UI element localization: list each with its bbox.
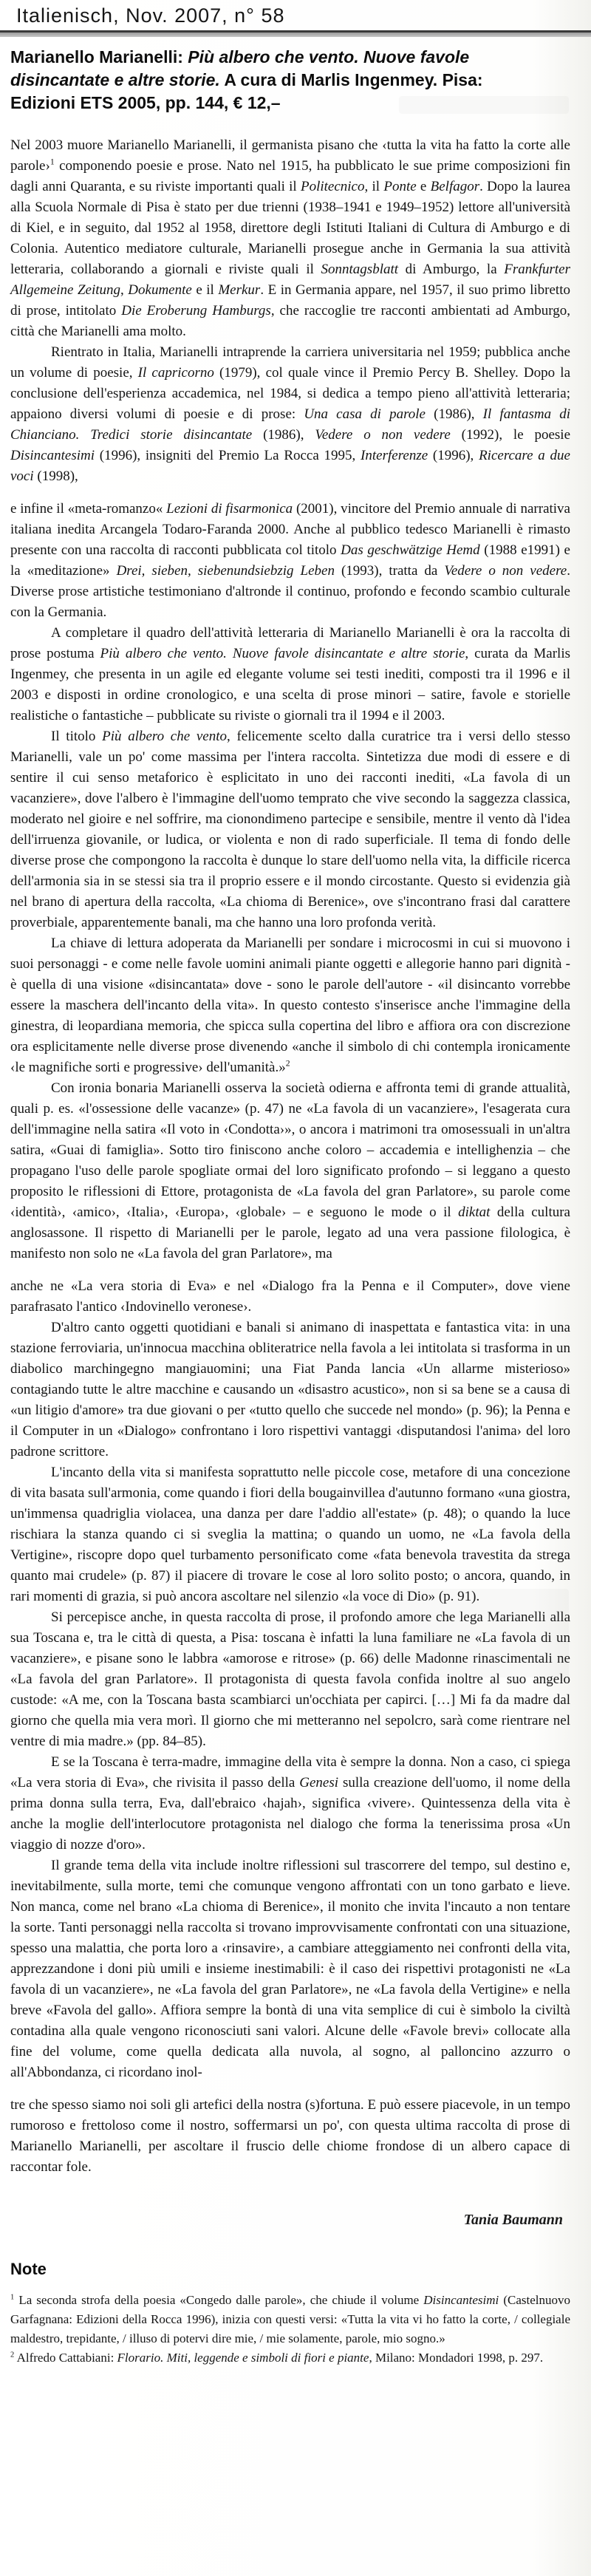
journal-header: Italienisch, Nov. 2007, n° 58 [16, 4, 285, 27]
paragraph: E se la Toscana è terra-madre, immagine della vita è sempre la donna. Non a caso, ci spiega «La vera storia di Eva», che rivisita il passo della Genesi sulla creazione dell'uomo, il nome della prima donna sulla terra, Eva, dall'ebraico ‹hajah›, significa ‹vivere›. Quintessenza della vita è anche la moglie dell'interlocutore protagonista nel dialogo che forma la tenerissima prosa «Un viaggio di nozze d'oro». [10, 1754, 570, 1853]
text-block [10, 2095, 570, 2178]
paragraph: Il grande tema della vita include inoltre riflessioni sul trascorrere del tempo, sul destino e, inevitabilmente, sulla morte, temi che comunque vengono affrontati con un tono garbato e lieve. Non manca, come nel brano «La chioma di Berenice», il monito che invita l'incauto a non tentare la sorte. Tanti personaggi nella raccolta si trovano improvvisamente confrontati con una situazione, spesso una malattia, che porta loro a ‹rinsavire›, a cambiare atteggiamento nei confronti della vita, apprezzandone i doni più umili e insieme inestimabili: è il caso dei rispettivi protagonisti ne «La favola di un vacanziere», ne «La favola del gran Parlatore», ne «La favola della Vertigine» e nella breve «Favola del gallo». Affiora sempre la bontà di una vita semplice di cui è simbolo la civiltà contadina alla quale vengono riconosciuti sani valori. Alcune delle «Favole brevi» collocate alla fine del volume, come quella dedicata alla nuvola, al sogno, al palloncino azzurro o all'Abbondanza, ci ricordano inol- [10, 1858, 570, 2080]
paragraph: Con ironia bonaria Marianelli osserva la società odierna e affronta temi di grande attualità, quali p. es. «l'ossessione delle vacanze» (p. 47) ne «La favola di un vacanziere», l'esagerata cura dell'immagine nella satira «Il voto in ‹Condotta›», o ancora i matrimoni tra omosessuali in un'altra satira, «Guai di famiglia». Sotto tiro finiscono anche coloro – accademia e intellighenzia – che propagano l'uso delle parole spogliate ormai del loro significato profondo – si leggano a questo proposito le riflessioni di Ettore, protagonista de «La favola del gran Parlatore», su parole come ‹identità›, ‹amico›, ‹Italia›, ‹Europa›, ‹globale› – e seguono le mode o il diktat della cultura anglosassone. Il rispetto di Marianelli per le parole, legato ad una vera passione filologica, è manifesto non solo ne «La favola del gran Parlatore», ma [10, 1080, 570, 1261]
paragraph: La chiave di lettura adoperata da Marianelli per sondare i microcosmi in cui si muovono i suoi personaggi - e come nelle favole uomini animali piante oggetti e allegorie hanno pari dignità - è quella di una visione «disincantata» dove - sono le parole dell'autore - «il disincanto vorrebbe essere la maschera dell'incanto della vita». In questo contesto s'inserisce anche l'immagine della ginestra, di leopardiana memoria, che spicca sulla copertina del libro e affiora ora con discrezione ora esplicitamente nelle diverse prose divenendo «anche il simbolo di chi contempla ironicamente ‹le magnifiche sorti e progressive› dell'umanità.»$^2$ [10, 936, 570, 1075]
text-block [10, 499, 570, 1264]
review-body [10, 135, 570, 2178]
text-block [10, 135, 570, 487]
footnote-marker: 2 [10, 2351, 15, 2359]
paragraph: anche ne «La vera storia di Eva» e nel «Dialogo fra la Penna e il Computer», dove viene parafrasato l'antico ‹Indovinello veronese›. [10, 1278, 570, 1315]
divider-rule [0, 30, 591, 37]
paragraph: Il titolo Più albero che vento, felicemente scelto dalla curatrice tra i versi dello stesso Marianelli, vale un po' come massima per l'intera raccolta. Sintetizza due modi di essere e di sentire il cui senso metaforico è esplicitato in uno dei racconti inediti, «La favola di un vacanziere», dove l'albero è l'immagine dell'uomo temprato che vive secondo la saggezza classica, moderato nel gioire e nel soffrire, ma cionondimeno partecipe e sensibile, mentre il vento dà l'idea dell'irruenza giovanile, or ludica, or violenta e non di rado superficiale. Il tema di fondo delle diverse prose che compongono la raccolta è dunque lo stare dell'uomo nella vita, la difficile ricerca dell'armonia sia in se stessi sia tra il proprio essere e il mondo circostante. Questo si evidenzia già nel brano di apertura della raccolta, «La chioma di Berenice», ove s'incontrano frasi dal carattere proverbiale, apparentemente banali, ma che hanno una loro profonda verità. [10, 729, 570, 930]
notes-heading: Note [10, 2260, 47, 2278]
review-title: Marianello Marianelli: Più albero che vento. Nuove favole disincantate e altre storie. A cura di Marlis Ingenmey. Pisa: Edizioni ETS 2005, pp. 144, € 12,– [10, 47, 483, 112]
paragraph: L'incanto della vita si manifesta soprattutto nelle piccole cose, metafore di una concezione di vita basata sull'armonia, come quando i fiori della bougainvillea d'autunno formano «una giostra, un'immensa quadriglia violacea, una danza per dare l'addio all'estate» (p. 48); o quando la luce rischiara la stanza quando ci si sveglia la mattina; o quando un uomo, ne «La favola della Vertigine», riscopre dopo quel turbamento personificato come «fata benevola travestita da strega quanto mai crudele» (p. 87) il piacere di trovare le cose al loro solito posto; o ancora, quando, in rari momenti di grazia, si può ancora ascoltare nel silenzio «la voce di Dio» (p. 91). [10, 1465, 570, 1604]
paragraph: Rientrato in Italia, Marianelli intraprende la carriera universitaria nel 1959; pubblica anche un volume di poesie, Il capricorno (1979), col quale vince il Premio Percy B. Shelley. Dopo la conclusione dell'esperienza accademica, nel 1984, si dedica a tempo pieno all'attività letteraria; appaiono diversi volumi di poesie e di prose: Una casa di parole (1986), Il fantasma di Chianciano. Tredici storie disincantate (1986), Vedere o non vedere (1992), le poesie Disincantesimi (1996), insigniti del Premio La Rocca 1995, Interferenze (1996), Ricercare a due voci (1998), [10, 344, 571, 484]
footnote: $^2$ Alfredo Cattabiani: Florario. Miti, leggende e simboli di fiori e piante, Milano: Mondadori 1998, p. 297. [10, 2351, 544, 2365]
footnotes [10, 2291, 570, 2368]
paragraph: D'altro canto oggetti quotidiani e banali si animano di inaspettata e fantastica vita: in una stazione ferroviaria, un'innocua macchina obliteratrice nella favola a lei intitolata si trasforma in un diabolico marchingegno mangiauomini; una Fiat Panda lancia «Un allarme misterioso» contagiando tutte le altre macchine e causando un «disastro acustico», non si sa bene se a causa di «un litigio d'amore» tra due giovani o per «tutto quello che succede nel mondo» (p. 96); la Penna e il Computer in un «Dialogo» confrontano i loro rispettivi vantaggi ‹disputandosi l'anima› del loro padrone scrittore. [10, 1320, 570, 1459]
paragraph: tre che spesso siamo noi soli gli artefici della nostra (s)fortuna. E può essere piacevole, in un tempo rumoroso e frettoloso come il nostro, soffermarsi un po', con questa ultima raccolta di prose di Marianello Marianelli, per ascoltare il fruscio delle chiome frondose di un albero capace di raccontar fole. [10, 2097, 570, 2175]
paragraph: Si percepisce anche, in questa raccolta di prose, il profondo amore che lega Marianelli alla sua Toscana e, tra le città di questa, a Pisa: toscana è infatti la luna familiare ne «La favola di un vacanziere», e pisane sono le labbra «amorose e ritrose» (p. 66) delle Madonne rinascimentali ne «La favola del gran Parlatore». Il protagonista di questa favola confida inoltre al suo angelo custode: «A me, con la Toscana basta scambiarci un'occhiata per capirci. […] Mi fa da madre dal giorno che quella mia vera morì. Il giorno che mi metteranno nel sepolcro, sarà come rientrare nel ventre di mia madre.» (pp. 84–85). [10, 1609, 570, 1749]
paragraph: Nel 2003 muore Marianello Marianelli, il germanista pisano che ‹tutta la vita ha fatto la corte alle parole›$^1$ componendo poesie e prose. Nato nel 1915, ha pubblicato le sue prime composizioni fin dagli anni Quaranta, e su riviste importanti quali il Politecnico, il Ponte e Belfagor. Dopo la laurea alla Scuola Normale di Pisa è stato per due trienni (1938–1941 e 1949–1952) lettore all'università di Kiel, e in seguito, dal 1952 al 1958, direttore degli Istituti Italiani di Cultura di Amburgo e di Colonia. Autentico mediatore culturale, Marianelli prosegue anche in Germania la sua attività letteraria, collaborando a giornali e riviste quali il Sonntagsblatt di Amburgo, la Frankfurter Allgemeine Zeitung, Dokumente e il Merkur. E in Germania appare, nel 1957, il suo primo libretto di prose, intitolato Die Eroberung Hamburgs, che raccoglie tre racconti ambientati ad Amburgo, città che Marianelli ama molto. [10, 137, 571, 339]
footnote-marker: 1 [10, 2293, 15, 2302]
reviewer-signature: Tania Baumann [463, 2212, 563, 2228]
paragraph: A completare il quadro dell'attività letteraria di Marianello Marianelli è ora la raccolta di prose postuma Più albero che vento. Nuove favole disincantate e altre storie, curata da Marlis Ingenmey, che presenta in un agile ed elegante volume sei testi inediti, composti tra il 1996 e il 2003 e disposti in ordine cronologico, e una scelta di prose minori – satire, favole e storielle realistiche o fantastiche – pubblicate su riviste o giornali tra il 1994 e il 2003. [10, 625, 570, 723]
footnote: $^1$ La seconda strofa della poesia «Congedo dalle parole», che chiude il volume Disincantesimi (Castelnuovo Garfagnana: Edizioni della Rocca 1996), inizia con questi versi: «Tutta la vita vi ho fatto la corte, / collegiale maldestro, trepidante, / illuso di potervi dire mie, / mie solamente, parole, mio sogno.» [10, 2293, 570, 2345]
text-block [10, 1276, 570, 2083]
paragraph: e infine il «meta-romanzo« Lezioni di fisarmonica (2001), vincitore del Premio annuale di narrativa italiana inedita Arcangela Todaro-Faranda 2000. Anche al pubblico tedesco Marianelli è rimasto presente con una raccolta di racconti pubblicata col titolo Das geschwätzige Hemd (1988 e1991) e la «meditazione» Drei, sieben, siebenundsiebzig Leben (1993), tratta da Vedere o non vedere. Diverse prose artistiche testimoniano d'altronde il continuo, profondo e fecondo scambio culturale con la Germania. [10, 501, 570, 620]
